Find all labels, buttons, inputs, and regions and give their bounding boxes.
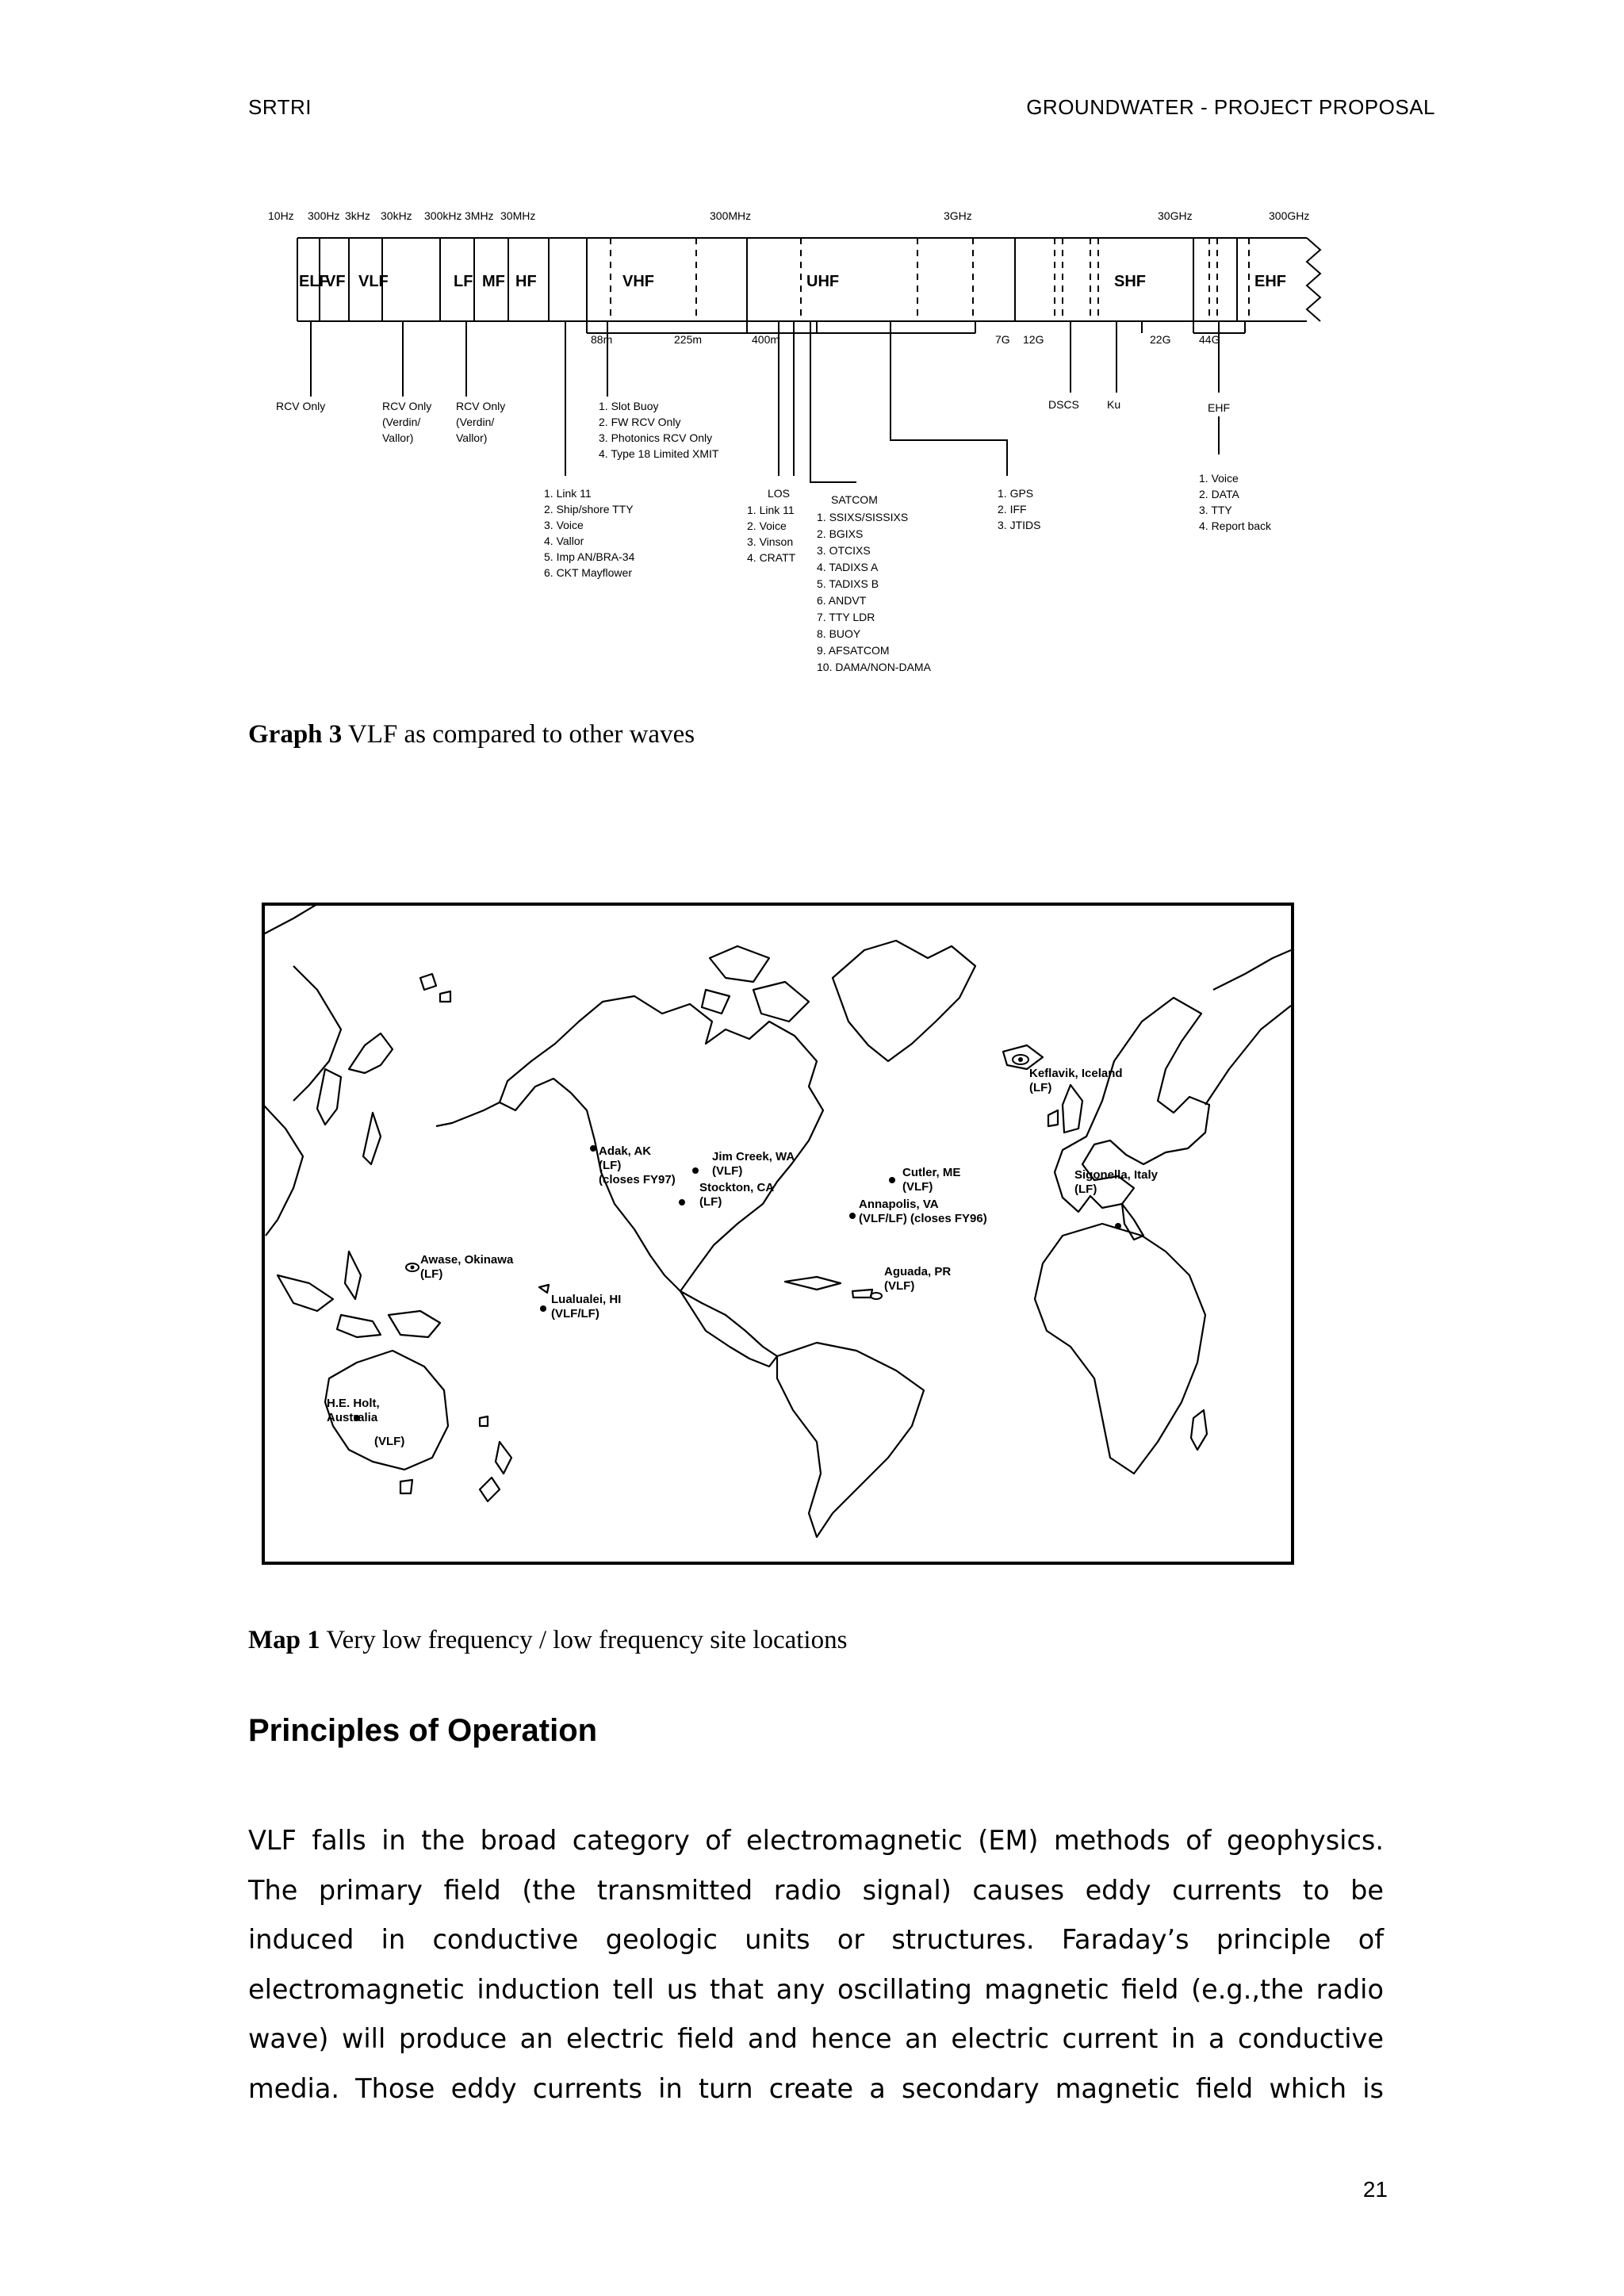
frequency-label: 30GHz	[1158, 209, 1193, 222]
section-title: Principles of Operation	[248, 1713, 598, 1748]
sub-band-label: 88m	[591, 333, 613, 346]
map-caption-label: Map 1	[248, 1626, 320, 1654]
frequency-label: 3kHz	[345, 209, 370, 222]
site-type: (LF)	[599, 1159, 622, 1172]
band-label: VLF	[358, 273, 389, 290]
satcom-title: SATCOM	[831, 493, 878, 506]
graph-caption-text: VLF as compared to other waves	[342, 720, 695, 749]
site-name: Stockton, CA	[699, 1181, 775, 1194]
site-name: Jim Creek, WA	[712, 1150, 795, 1163]
body-paragraph	[248, 1816, 1384, 2114]
hf-list-item: 3. Voice	[544, 519, 584, 531]
band-label: SHF	[1114, 273, 1146, 290]
sub-band-label: 225m	[674, 333, 703, 346]
gps-list-item: 3. JTIDS	[998, 519, 1041, 531]
site-type: (VLF/LF) (closes FY96)	[859, 1212, 987, 1225]
site-name: Lualualei, HI	[551, 1293, 622, 1306]
ehf-list-item: 4. Report back	[1199, 519, 1272, 532]
rcv-note: Vallor)	[382, 431, 414, 444]
rcv-note: RCV Only	[276, 400, 326, 412]
band-label: ELF	[299, 273, 329, 290]
satcom-list-item: 2. BGIXS	[817, 527, 864, 540]
ehf-list-item: 1. Voice	[1199, 472, 1239, 485]
los-list-item: 4. CRATT	[747, 551, 796, 564]
satcom-list-item: 5. TADIXS B	[817, 577, 879, 590]
body-line: electromagnetic induction tell us that any oscillating magnetic field (e.g.,the radio	[248, 1973, 1384, 2005]
map-caption	[248, 1626, 847, 1655]
site-name: Annapolis, VA	[859, 1198, 939, 1211]
site-name: Sigonella, Italy	[1074, 1168, 1159, 1182]
rcv-note: Vallor)	[456, 431, 488, 444]
site-type: (VLF)	[712, 1164, 743, 1178]
rcv-note: RCV Only	[456, 400, 506, 412]
body-line: wave) will produce an electric field and hence an electric current in a conductive	[248, 2023, 1384, 2054]
los-title: LOS	[768, 487, 791, 500]
site-type: (LF)	[420, 1267, 443, 1281]
rcv-note: RCV Only	[382, 400, 432, 412]
site-name: Aguada, PR	[884, 1265, 952, 1278]
vhf-list-item: 2. FW RCV Only	[599, 416, 681, 428]
sub-band-label: 44G	[1199, 333, 1220, 346]
gps-list-item: 1. GPS	[998, 487, 1034, 500]
band-label: VF	[325, 273, 346, 290]
los-list-item: 3. Vinson	[747, 535, 794, 548]
frequency-label: 3GHz	[944, 209, 972, 222]
frequency-label: 30kHz	[381, 209, 412, 222]
graph-caption-label: Graph 3	[248, 720, 343, 749]
ku-label: Ku	[1107, 398, 1121, 411]
satcom-list-item: 8. BUOY	[817, 627, 861, 640]
site-type: (LF)	[1029, 1081, 1052, 1094]
dscs-label: DSCS	[1048, 398, 1079, 411]
satcom-list-item: 7. TTY LDR	[817, 611, 875, 623]
ehf-title: EHF	[1208, 401, 1230, 414]
los-list-item: 1. Link 11	[747, 504, 795, 516]
vhf-list-item: 3. Photonics RCV Only	[599, 431, 713, 444]
hf-list-item: 4. Vallor	[544, 535, 584, 547]
satcom-list-item: 3. OTCIXS	[817, 544, 871, 557]
body-line: media. Those eddy currents in turn create a secondary magnetic field which is	[248, 2072, 1384, 2104]
site-name: Cutler, ME	[902, 1166, 961, 1179]
ehf-list-item: 2. DATA	[1199, 488, 1239, 500]
rcv-note: (Verdin/	[456, 416, 495, 428]
site-name: Keflavik, Iceland	[1029, 1067, 1123, 1080]
body-line: The primary field (the transmitted radio signal) causes eddy currents to be	[248, 1874, 1384, 1906]
satcom-list-item: 10. DAMA/NON-DAMA	[817, 661, 931, 673]
band-label: MF	[482, 273, 505, 290]
band-label: VHF	[622, 273, 654, 290]
world-map	[262, 903, 1294, 1565]
frequency-label: 3MHz	[465, 209, 494, 222]
satcom-list-item: 9. AFSATCOM	[817, 644, 890, 657]
site-type: (LF)	[1074, 1182, 1097, 1196]
site-note: (VLF)	[374, 1435, 405, 1448]
rcv-note: (Verdin/	[382, 416, 421, 428]
frequency-label: 300GHz	[1269, 209, 1310, 222]
band-label: LF	[454, 273, 473, 290]
body-line: VLF falls in the broad category of electromagnetic (EM) methods of geophysics.	[248, 1825, 1384, 1856]
band-label: HF	[515, 273, 537, 290]
hf-list-item: 2. Ship/shore TTY	[544, 503, 634, 516]
site-name: H.E. Holt,	[327, 1397, 380, 1410]
frequency-label: 300MHz	[710, 209, 752, 222]
site-type: (LF)	[699, 1195, 722, 1209]
gps-list-item: 2. IFF	[998, 503, 1027, 516]
site-note: (closes FY97)	[599, 1173, 676, 1186]
vhf-list-item: 4. Type 18 Limited XMIT	[599, 447, 719, 460]
frequency-label: 10Hz	[268, 209, 294, 222]
sub-band-label: 7G	[995, 333, 1010, 346]
satcom-list-item: 4. TADIXS A	[817, 561, 879, 573]
ehf-list-item: 3. TTY	[1199, 504, 1232, 516]
band-label: EHF	[1254, 273, 1286, 290]
band-label: UHF	[806, 273, 840, 290]
sub-band-label: 400m	[752, 333, 780, 346]
frequency-label: 30MHz	[500, 209, 536, 222]
vhf-list-item: 1. Slot Buoy	[599, 400, 659, 412]
site-type: (VLF/LF)	[551, 1307, 599, 1320]
header-right: GROUNDWATER - PROJECT PROPOSAL	[1026, 95, 1435, 119]
sub-band-label: 22G	[1150, 333, 1171, 346]
page-number: 21	[1362, 2177, 1388, 2202]
site-type: (VLF)	[884, 1279, 915, 1293]
frequency-label: 300kHz	[424, 209, 462, 222]
body-line: induced in conductive geologic units or structures. Faraday’s principle of	[248, 1924, 1384, 1955]
hf-list-item: 5. Imp AN/BRA-34	[544, 550, 635, 563]
frequency-label: 300Hz	[308, 209, 340, 222]
site-type: (VLF)	[902, 1180, 933, 1194]
satcom-list-item: 1. SSIXS/SISSIXS	[817, 511, 909, 523]
frequency-spectrum-diagram	[262, 202, 1372, 694]
site-name: Awase, Okinawa	[420, 1253, 514, 1267]
hf-list-item: 6. CKT Mayflower	[544, 566, 632, 579]
sub-band-label: 12G	[1023, 333, 1044, 346]
hf-list-item: 1. Link 11	[544, 487, 592, 500]
graph-caption	[248, 720, 695, 749]
satcom-list-item: 6. ANDVT	[817, 594, 867, 607]
los-list-item: 2. Voice	[747, 519, 787, 532]
site-name: Adak, AK	[599, 1144, 652, 1158]
site-type: Australia	[327, 1411, 378, 1424]
header-left: SRTRI	[248, 95, 312, 119]
map-caption-text: Very low frequency / low frequency site locations	[320, 1626, 848, 1654]
